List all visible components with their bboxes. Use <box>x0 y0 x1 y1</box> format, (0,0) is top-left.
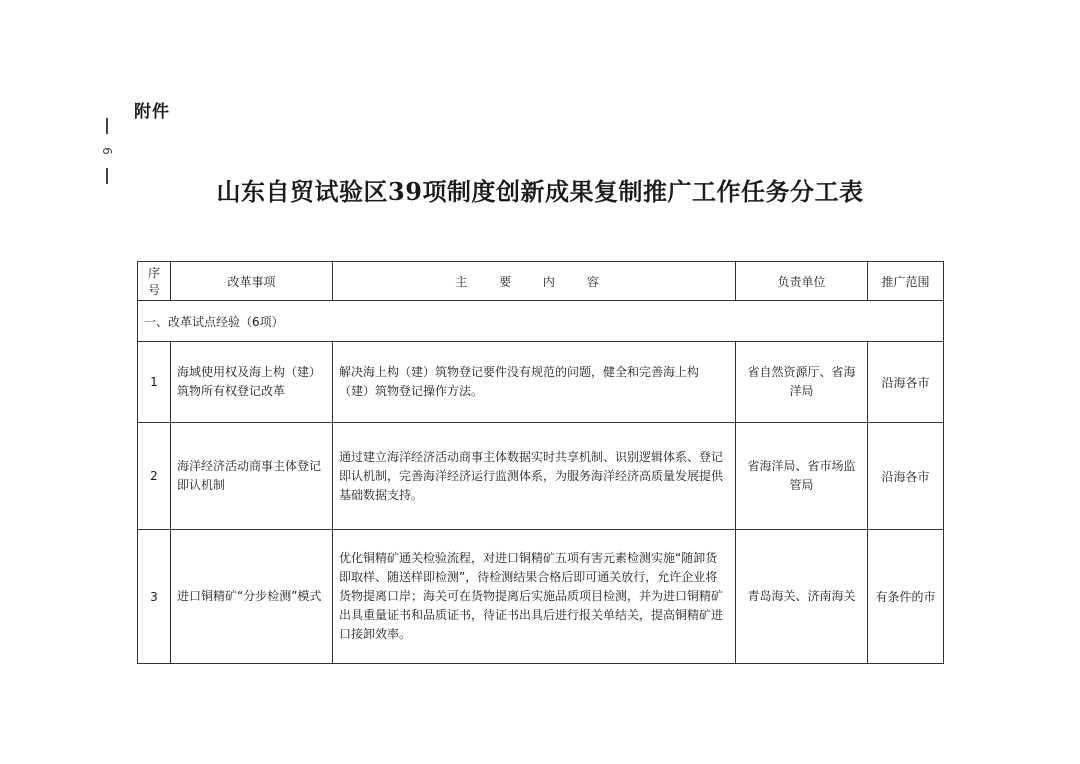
reform-item: 海洋经济活动商事主体登记即认机制 <box>171 423 333 530</box>
section-row <box>138 301 944 342</box>
reform-item: 海域使用权及海上构（建）筑物所有权登记改革 <box>171 342 333 423</box>
header-scope: 推广范围 <box>868 262 944 301</box>
responsible-unit: 省自然资源厅、省海洋局 <box>736 342 868 423</box>
header-reform-item: 改革事项 <box>171 262 333 301</box>
promotion-scope: 有条件的市 <box>868 530 944 664</box>
responsible-unit: 青岛海关、济南海关 <box>736 530 868 664</box>
page-number: 6 <box>100 147 114 155</box>
task-table <box>137 261 944 664</box>
table-row <box>138 342 944 423</box>
promotion-scope: 沿海各市 <box>868 342 944 423</box>
page-marker-dash-top <box>106 118 108 134</box>
main-content: 解决海上构（建）筑物登记要件没有规范的问题，健全和完善海上构（建）筑物登记操作方法。 <box>333 342 736 423</box>
table-row <box>138 530 944 664</box>
header-serial: 序号 <box>138 262 171 301</box>
reform-item: 进口铜精矿“分步检测”模式 <box>171 530 333 664</box>
row-number: 3 <box>138 530 171 664</box>
page-marker-dash-bottom <box>106 168 108 184</box>
main-content: 通过建立海洋经济活动商事主体数据实时共享机制、识别逻辑体系、登记即认机制，完善海洋经济运行监测体系，为服务海洋经济高质量发展提供基础数据支持。 <box>333 423 736 530</box>
document-title: 山东自贸试验区39项制度创新成果复制推广工作任务分工表 <box>216 177 864 206</box>
row-number: 2 <box>138 423 171 530</box>
main-content: 优化铜精矿通关检验流程，对进口铜精矿五项有害元素检测实施“随卸货即取样、随送样即检测”，待检测结果合格后即可通关放行，允许企业将货物提离口岸；海关可在货物提离后实施品质项目检测，并为进口铜精矿出具重量证书和品质证书，待证书出具后进行报关单结关，提高铜精矿进口接卸效率。 <box>333 530 736 664</box>
responsible-unit: 省海洋局、省市场监管局 <box>736 423 868 530</box>
table-header-row <box>138 262 944 301</box>
header-responsible-unit: 负责单位 <box>736 262 868 301</box>
attachment-label: 附件 <box>134 102 170 122</box>
promotion-scope: 沿海各市 <box>868 423 944 530</box>
header-main-content: 主 要 内 容 <box>333 262 736 301</box>
row-number: 1 <box>138 342 171 423</box>
table-row <box>138 423 944 530</box>
section-title: 一、改革试点经验（6项） <box>138 301 944 342</box>
